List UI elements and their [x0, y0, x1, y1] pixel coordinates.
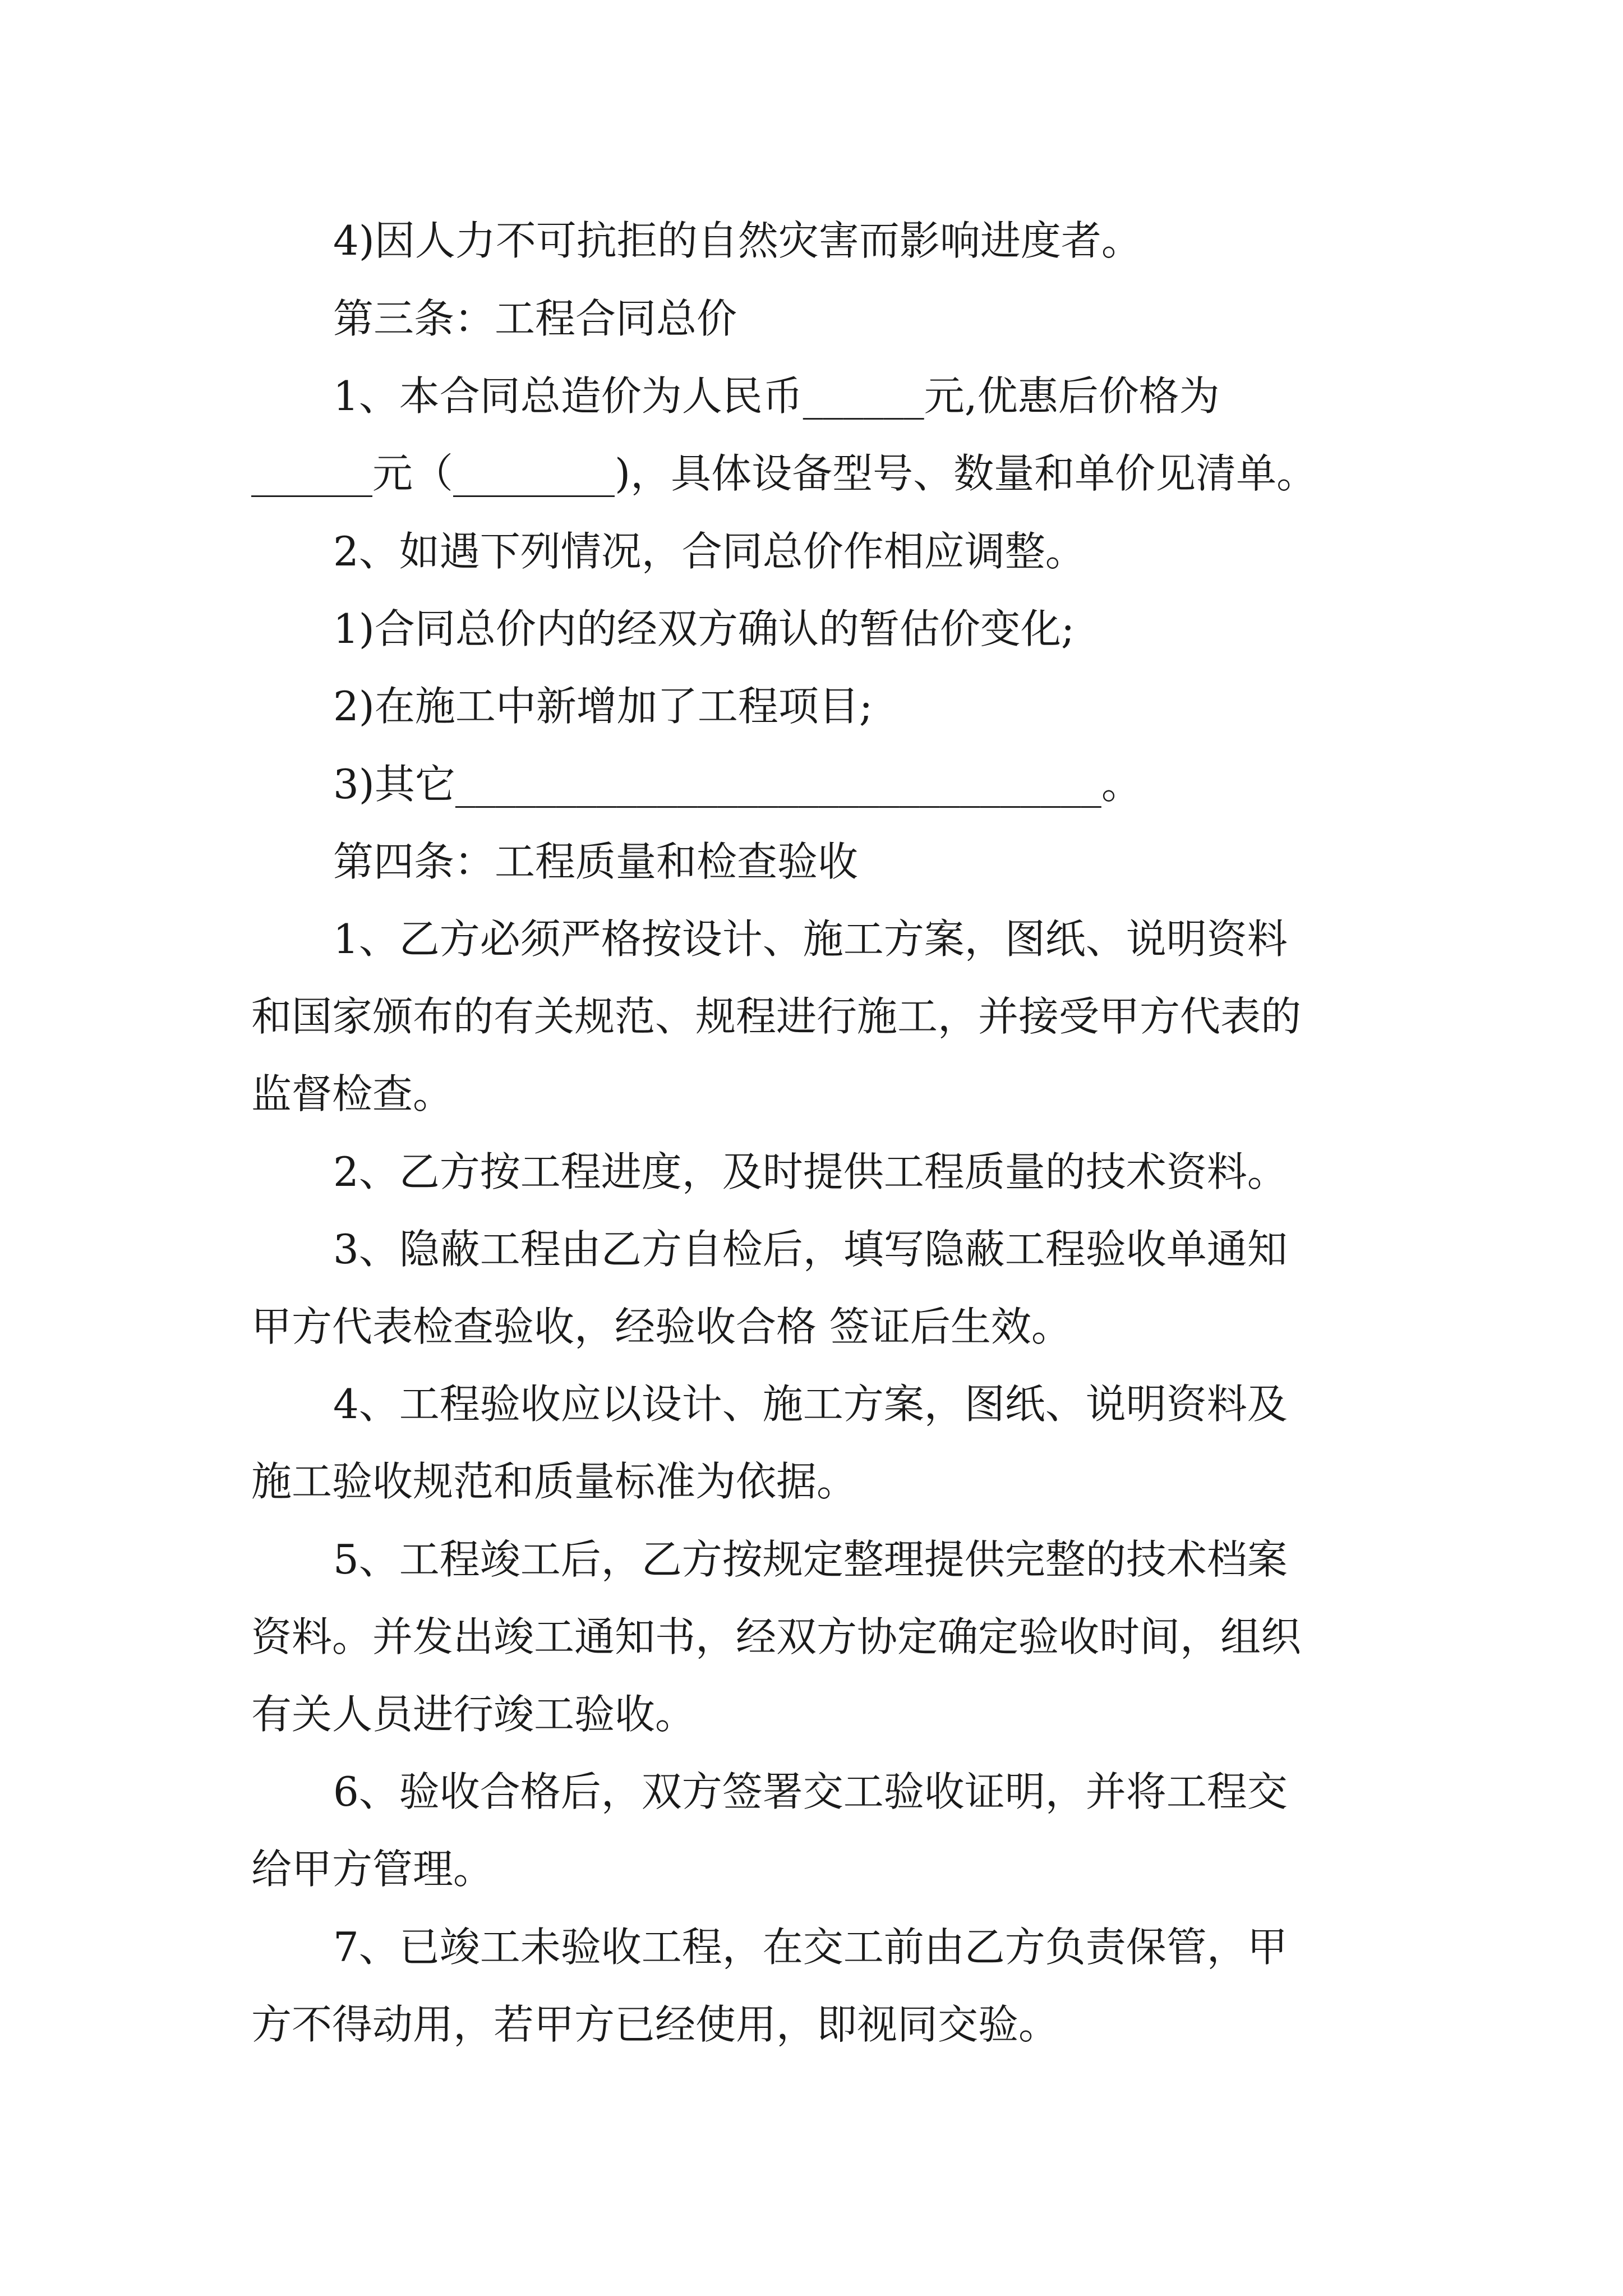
article-3-item-1: 1)合同总价内的经双方确认的暂估价变化;: [333, 605, 1075, 652]
article-4-para-1-line-3: 监督检查。: [251, 1070, 454, 1117]
article-3-para-2: 2、如遇下列情况，合同总价作相应调整。: [333, 528, 1086, 575]
article-3-heading: 第三条：工程合同总价: [333, 295, 737, 342]
article-4-para-6-line-1: 6、验收合格后，双方签署交工验收证明，并将工程交: [333, 1768, 1288, 1815]
article-4-para-4-line-2: 施工验收规范和质量标准为依据。: [251, 1458, 857, 1505]
article-4-para-6-line-2: 给甲方管理。: [251, 1846, 494, 1893]
article-4-heading: 第四条：工程质量和检查验收: [333, 838, 859, 885]
article-4-para-5-line-3: 有关人员进行竣工验收。: [251, 1691, 696, 1738]
article-4-para-5-line-2: 资料。并发出竣工通知书，经双方协定确定验收时间，组织: [251, 1613, 1302, 1660]
article-3-para-1-line-1: 1、本合同总造价为人民币______元,优惠后价格为: [333, 372, 1220, 420]
article-3-para-1-line-2: ______元（________)，具体设备型号、数量和单价见清单。: [251, 450, 1317, 497]
article-4-para-7-line-2: 方不得动用，若甲方已经使用，即视同交验。: [251, 2001, 1059, 2048]
article-3-item-2: 2)在施工中新增加了工程项目;: [333, 683, 873, 730]
article-4-para-5-line-1: 5、工程竣工后，乙方按规定整理提供完整的技术档案: [333, 1536, 1288, 1583]
article-4-para-7-line-1: 7、已竣工未验收工程，在交工前由乙方负责保管，甲: [333, 1924, 1288, 1971]
article-4-para-4-line-1: 4、工程验收应以设计、施工方案，图纸、说明资料及: [333, 1381, 1288, 1428]
article-4-para-2: 2、乙方按工程进度，及时提供工程质量的技术资料。: [333, 1148, 1288, 1195]
clause-3-item-4: 4)因人力不可抗拒的自然灾害而影响进度者。: [333, 217, 1142, 264]
article-4-para-3-line-1: 3、隐蔽工程由乙方自检后，填写隐蔽工程验收单通知: [333, 1226, 1288, 1273]
article-4-para-1-line-2: 和国家颁布的有关规范、规程进行施工，并接受甲方代表的: [251, 993, 1302, 1040]
article-3-item-3: 3)其它________________________________。: [333, 761, 1142, 808]
article-4-para-3-line-2: 甲方代表检查验收，经验收合格 签证后生效。: [251, 1303, 1072, 1350]
article-4-para-1-line-1: 1、乙方必须严格按设计、施工方案，图纸、说明资料: [333, 915, 1288, 963]
